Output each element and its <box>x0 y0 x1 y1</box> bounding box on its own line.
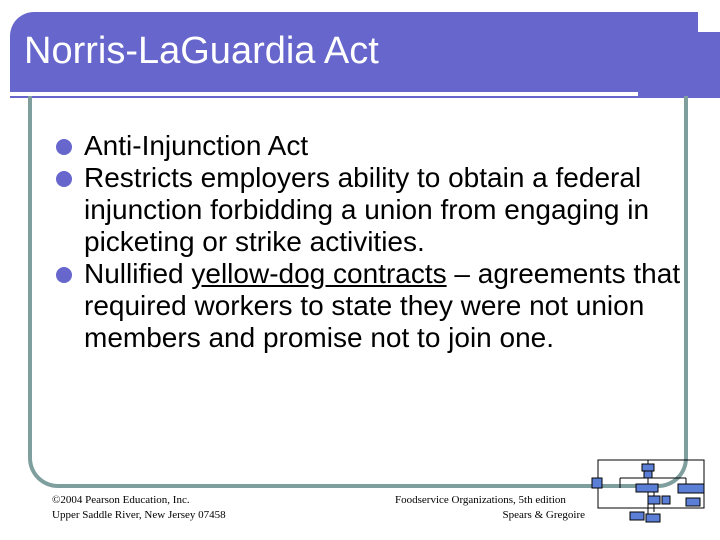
bullet-term-underlined: yellow-dog contracts <box>191 258 447 289</box>
bullet-item <box>54 162 694 258</box>
bullet-dot-icon <box>56 267 72 283</box>
bullet-item <box>54 130 694 162</box>
flowchart-icon <box>590 456 712 532</box>
bullet-list <box>54 130 694 354</box>
bullet-item <box>54 258 694 354</box>
slide-title: Norris-LaGuardia Act <box>24 30 379 72</box>
bullet-text: Anti-Injunction Act <box>84 130 309 161</box>
bullet-text: Restricts employers ability to obtain a federal injunction forbidding a union from engaging in picketing or strike activities. <box>84 162 650 257</box>
footer-copyright-line1: ©2004 Pearson Education, Inc. <box>52 494 190 506</box>
footer-book-line1: Foodservice Organizations, 5th edition <box>395 494 566 506</box>
bullet-dot-icon <box>56 171 72 187</box>
bullet-text-after: – agreements that required workers to state they were not union members and promise not to join one. <box>84 258 681 353</box>
footer-book <box>395 493 585 523</box>
title-bar-corner <box>698 12 720 32</box>
footer-copyright-line2: Upper Saddle River, New Jersey 07458 <box>52 509 226 521</box>
footer-copyright <box>52 493 226 523</box>
bullet-dot-icon <box>56 139 72 155</box>
footer-book-line2: Spears & Gregoire <box>502 509 585 521</box>
bullet-text-before: Nullified <box>84 258 192 289</box>
